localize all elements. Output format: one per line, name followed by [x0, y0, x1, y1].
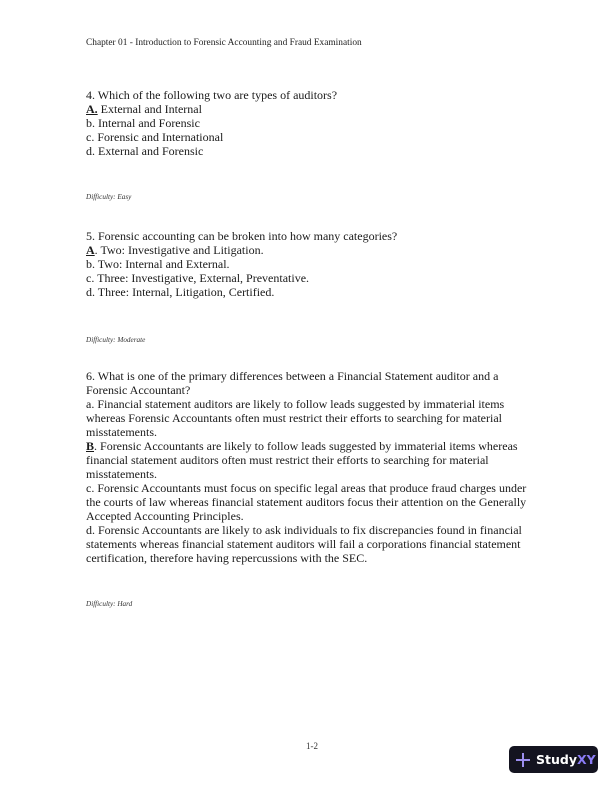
question-stem: 4. Which of the following two are types of auditors?	[86, 88, 338, 102]
correct-answer-key: B	[86, 439, 95, 453]
option-d: d. Forensic Accountants are likely to ask individuals to fix discrepancies found in financial statements whereas financial statement auditors will fail a corporations financial statement certification, therefore having repercussions with the SEC.	[86, 523, 522, 565]
option-text: . Two: Investigative and Litigation.	[94, 243, 264, 257]
badge-text-accent: XY	[576, 752, 596, 767]
option-d: d. External and Forensic	[86, 144, 204, 158]
studyxy-badge[interactable]	[509, 746, 598, 773]
option-text: . Forensic Accountants are likely to follow leads suggested by immaterial items whereas financial statement auditors often must restrict their efforts to searching for material misstatements.	[86, 439, 518, 481]
correct-answer-key: A	[86, 243, 95, 257]
difficulty-label: Difficulty: Moderate	[86, 336, 146, 344]
option-c: c. Forensic and International	[86, 130, 224, 144]
option-a	[86, 102, 546, 116]
option-a	[86, 243, 546, 257]
plus-icon	[516, 753, 530, 767]
option-d: d. Three: Internal, Litigation, Certified.	[86, 285, 275, 299]
option-c: c. Three: Investigative, External, Preventative.	[86, 271, 310, 285]
question-5	[86, 229, 546, 299]
difficulty-label: Difficulty: Hard	[86, 600, 133, 608]
page-number: 1-2	[306, 741, 318, 751]
option-c: c. Forensic Accountants must focus on specific legal areas that produce fraud charges under the courts of law whereas financial statement auditors focus their attention on the Generally Accepted Accounting Principles.	[86, 481, 527, 523]
difficulty-label: Difficulty: Easy	[86, 193, 132, 201]
question-6	[86, 369, 541, 565]
option-b	[86, 439, 541, 481]
badge-text-main: Study	[536, 752, 577, 767]
question-stem: 6. What is one of the primary differences between a Financial Statement auditor and a Forensic Accountant?	[86, 369, 499, 397]
option-b: b. Internal and Forensic	[86, 116, 200, 130]
question-stem: 5. Forensic accounting can be broken into how many categories?	[86, 229, 398, 243]
question-4	[86, 88, 546, 158]
page-header: Chapter 01 - Introduction to Forensic Accounting and Fraud Examination	[86, 38, 362, 48]
correct-answer-key: A.	[86, 102, 98, 116]
option-a: a. Financial statement auditors are likely to follow leads suggested by immaterial items whereas Forensic Accountants often must restrict their efforts to searching for material misstatements.	[86, 397, 505, 439]
option-text: External and Internal	[97, 102, 202, 116]
option-b: b. Two: Internal and External.	[86, 257, 230, 271]
